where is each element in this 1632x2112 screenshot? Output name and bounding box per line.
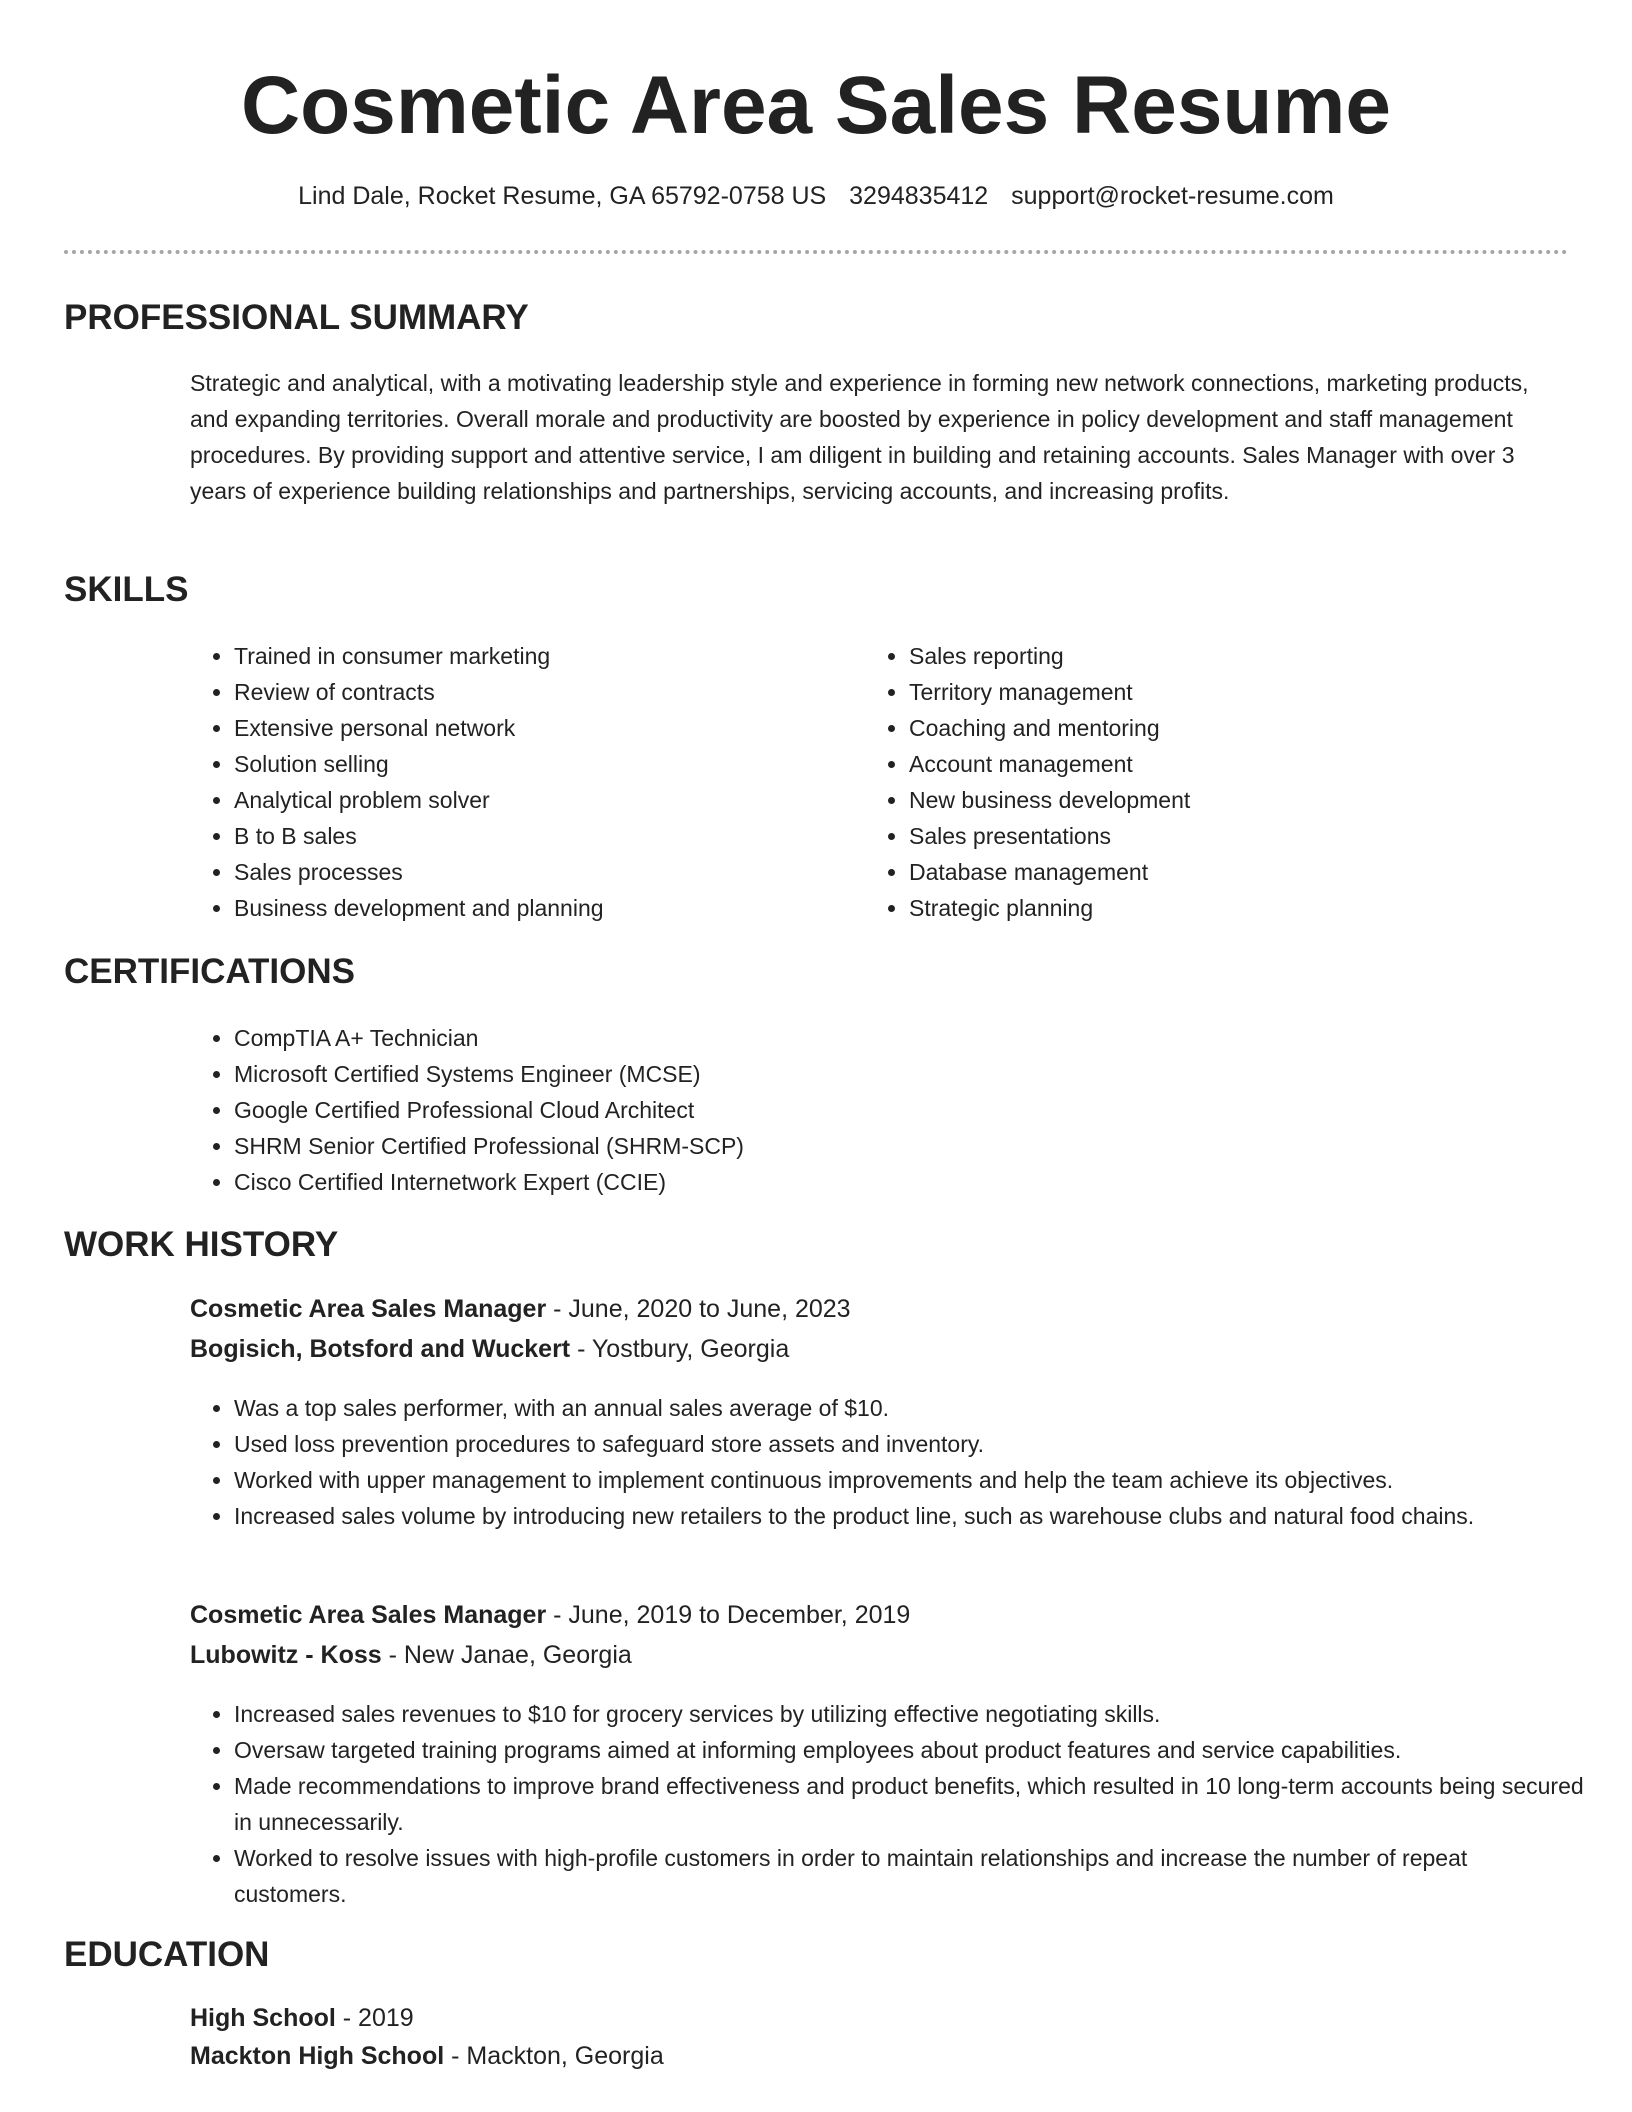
certifications-list: [190, 1020, 1534, 1200]
list-item: • SHRM Senior Certified Professional (SHRM-SCP): [234, 1128, 1534, 1164]
education-degree: High School: [190, 2004, 336, 2032]
summary-text: Strategic and analytical, with a motivating leadership style and experience in forming new network connections, marketing products, and expanding territories. Overall morale and productivity are boosted by experience in policy development and staff management procedures. By providing support and attentive service, I am diligent in building and retaining accounts. Sales Manager with over 3 years of experience building relationships and partnerships, servicing accounts, and increasing profits.: [190, 370, 1529, 504]
list-item: • Database management: [909, 854, 1529, 890]
list-item: • Increased sales volume by introducing new retailers to the product line, such as warehouse clubs and natural food chains.: [234, 1498, 1568, 1534]
skills-list-left: [190, 638, 854, 926]
list-item: • Coaching and mentoring: [909, 710, 1529, 746]
list-item: • Worked with upper management to implement continuous improvements and help the team achieve its objectives.: [234, 1462, 1568, 1498]
job-dates: - June, 2020 to June, 2023: [546, 1295, 851, 1323]
contact-email: support@rocket-resume.com: [1011, 182, 1334, 210]
job-title: Cosmetic Area Sales Manager: [190, 1295, 547, 1323]
list-item: • Cisco Certified Internetwork Expert (CCIE): [234, 1164, 1534, 1200]
resume-title: Cosmetic Area Sales Resume: [240, 60, 1392, 151]
education-school: Mackton High School: [190, 2042, 445, 2070]
list-item: • Sales processes: [234, 854, 854, 890]
job-bullets: [190, 1390, 1568, 1534]
skills-list-right: [865, 638, 1529, 926]
job-location: - New Janae, Georgia: [381, 1641, 632, 1669]
list-item: • Trained in consumer marketing: [234, 638, 854, 674]
job-title-line: [190, 1292, 851, 1326]
job-title-line: [190, 1598, 910, 1632]
list-item: • Solution selling: [234, 746, 854, 782]
education-degree-line: [190, 2001, 414, 2035]
list-item: • Account management: [909, 746, 1529, 782]
summary-heading: PROFESSIONAL SUMMARY: [64, 298, 529, 337]
list-item: • B to B sales: [234, 818, 854, 854]
list-item: • Extensive personal network: [234, 710, 854, 746]
list-item: • Was a top sales performer, with an annual sales average of $10.: [234, 1390, 1568, 1426]
contact-line: [0, 180, 1632, 212]
certifications-heading: CERTIFICATIONS: [64, 952, 356, 991]
list-item: • New business development: [909, 782, 1529, 818]
job-company-line: [190, 1638, 632, 1672]
contact-phone: 3294835412: [849, 182, 989, 210]
header-divider: [64, 250, 1568, 254]
list-item: • Made recommendations to improve brand effectiveness and product benefits, which resulted in 10 long-term accounts being secured in unnecessarily.: [234, 1768, 1584, 1840]
list-item: • Territory management: [909, 674, 1529, 710]
list-item: • Review of contracts: [234, 674, 854, 710]
job-company: Lubowitz - Koss: [190, 1641, 382, 1669]
job-dates: - June, 2019 to December, 2019: [546, 1601, 911, 1629]
job-bullets: [190, 1696, 1584, 1912]
list-item: • Google Certified Professional Cloud Architect: [234, 1092, 1534, 1128]
list-item: • Used loss prevention procedures to safeguard store assets and inventory.: [234, 1426, 1568, 1462]
job-company-line: [190, 1332, 789, 1366]
list-item: • CompTIA A+ Technician: [234, 1020, 1534, 1056]
list-item: • Analytical problem solver: [234, 782, 854, 818]
list-item: • Sales reporting: [909, 638, 1529, 674]
contact-address: Lind Dale, Rocket Resume, GA 65792-0758 US: [298, 182, 827, 210]
education-location: - Mackton, Georgia: [444, 2042, 664, 2070]
job-location: - Yostbury, Georgia: [570, 1335, 790, 1363]
list-item: • Strategic planning: [909, 890, 1529, 926]
job-company: Bogisich, Botsford and Wuckert: [190, 1335, 571, 1363]
education-year: - 2019: [335, 2004, 414, 2032]
work-history-heading: WORK HISTORY: [64, 1225, 339, 1264]
education-heading: EDUCATION: [64, 1935, 270, 1974]
list-item: • Increased sales revenues to $10 for grocery services by utilizing effective negotiating skills.: [234, 1696, 1584, 1732]
list-item: • Worked to resolve issues with high-profile customers in order to maintain relationships and increase the number of repeat customers.: [234, 1840, 1584, 1912]
list-item: • Oversaw targeted training programs aimed at informing employees about product features and service capabilities.: [234, 1732, 1584, 1768]
list-item: • Sales presentations: [909, 818, 1529, 854]
skills-heading: SKILLS: [64, 570, 189, 609]
education-school-line: [190, 2039, 664, 2073]
job-title: Cosmetic Area Sales Manager: [190, 1601, 547, 1629]
list-item: • Microsoft Certified Systems Engineer (MCSE): [234, 1056, 1534, 1092]
list-item: • Business development and planning: [234, 890, 854, 926]
